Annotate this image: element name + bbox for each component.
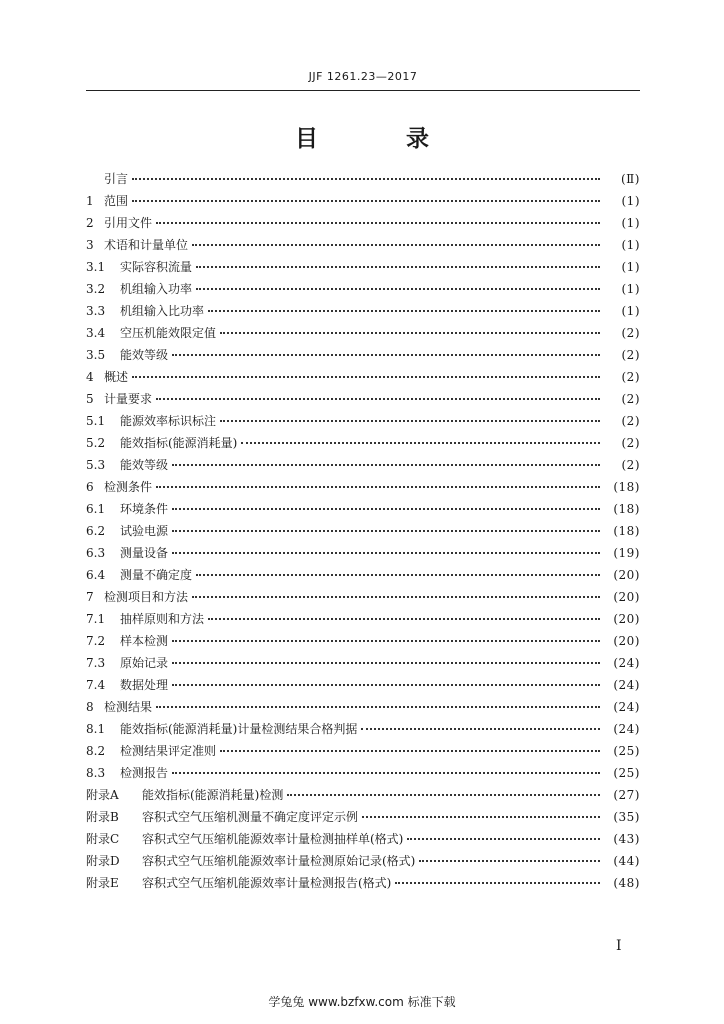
toc-entry-page: (18) <box>613 502 640 516</box>
toc-entry-page: (18) <box>613 480 640 494</box>
table-of-contents <box>86 168 640 894</box>
toc-entry-title: 容积式空气压缩机能源效率计量检测报告(格式) <box>142 876 392 890</box>
toc-entry[interactable] <box>86 454 640 476</box>
page-folio: I <box>616 938 622 954</box>
toc-entry-title: 实际容积流量 <box>120 260 193 274</box>
toc-entry[interactable] <box>86 278 640 300</box>
toc-entry-number: 7.2 <box>86 634 106 648</box>
toc-entry[interactable] <box>86 256 640 278</box>
toc-entry-title: 试验电源 <box>120 524 169 538</box>
toc-entry-page: (20) <box>613 612 640 626</box>
toc-entry-title: 能效指标(能源消耗量)检测 <box>142 788 284 802</box>
toc-entry-number: 附录C <box>86 832 120 846</box>
toc-entry[interactable] <box>86 564 640 586</box>
toc-dot-leader <box>156 397 600 400</box>
toc-entry-title: 检测项目和方法 <box>104 590 189 604</box>
toc-entry-page: (1) <box>621 304 640 318</box>
toc-entry-number: 6 <box>86 480 94 494</box>
toc-entry-title: 计量要求 <box>104 392 153 406</box>
toc-entry-page: (2) <box>621 414 640 428</box>
toc-dot-leader <box>172 353 600 356</box>
toc-entry-page: (1) <box>621 260 640 274</box>
toc-entry-title: 样本检测 <box>120 634 169 648</box>
toc-entry[interactable] <box>86 344 640 366</box>
toc-entry[interactable] <box>86 674 640 696</box>
toc-entry[interactable] <box>86 520 640 542</box>
toc-dot-leader <box>192 243 600 246</box>
toc-entry[interactable] <box>86 168 640 190</box>
toc-entry-title: 引言 <box>104 172 129 186</box>
toc-entry-number: 3.2 <box>86 282 106 296</box>
toc-dot-leader <box>241 441 600 444</box>
toc-entry[interactable] <box>86 586 640 608</box>
toc-entry-page: (20) <box>613 634 640 648</box>
toc-entry-page: (24) <box>613 678 640 692</box>
toc-entry[interactable] <box>86 300 640 322</box>
toc-entry[interactable] <box>86 212 640 234</box>
toc-entry-page: (2) <box>621 458 640 472</box>
toc-entry-number: 附录D <box>86 854 120 868</box>
toc-entry-page: (19) <box>613 546 640 560</box>
toc-dot-leader <box>156 705 600 708</box>
toc-dot-leader <box>132 375 600 378</box>
toc-entry-page: (2) <box>621 348 640 362</box>
toc-dot-leader <box>220 749 600 752</box>
toc-dot-leader <box>361 727 600 730</box>
toc-entry-title: 空压机能效限定值 <box>120 326 217 340</box>
toc-entry-title: 能效等级 <box>120 348 169 362</box>
toc-entry-number: 7.3 <box>86 656 106 670</box>
toc-entry-page: (2) <box>621 392 640 406</box>
toc-dot-leader <box>172 551 600 554</box>
toc-dot-leader <box>172 683 600 686</box>
toc-entry-title: 概述 <box>104 370 129 384</box>
toc-entry-page: (2) <box>621 326 640 340</box>
toc-dot-leader <box>172 463 600 466</box>
toc-dot-leader <box>156 221 600 224</box>
toc-entry[interactable] <box>86 806 640 828</box>
toc-entry-title: 检测条件 <box>104 480 153 494</box>
toc-entry-title: 能效等级 <box>120 458 169 472</box>
toc-entry[interactable] <box>86 762 640 784</box>
toc-entry-page: (20) <box>613 590 640 604</box>
toc-entry-number: 6.4 <box>86 568 106 582</box>
toc-entry-number: 7 <box>86 590 94 604</box>
toc-entry[interactable] <box>86 872 640 894</box>
toc-entry-number: 3.3 <box>86 304 106 318</box>
toc-entry[interactable] <box>86 432 640 454</box>
toc-entry-title: 抽样原则和方法 <box>120 612 205 626</box>
toc-entry-title: 环境条件 <box>120 502 169 516</box>
toc-entry-page: (43) <box>613 832 640 846</box>
toc-entry-number: 8.3 <box>86 766 106 780</box>
toc-dot-leader <box>196 265 600 268</box>
toc-entry-page: (24) <box>613 722 640 736</box>
toc-dot-leader <box>220 331 600 334</box>
toc-entry-number: 附录B <box>86 810 119 824</box>
toc-entry[interactable] <box>86 740 640 762</box>
toc-dot-leader <box>172 639 600 642</box>
toc-entry-title: 数据处理 <box>120 678 169 692</box>
toc-dot-leader <box>407 837 600 840</box>
toc-entry[interactable] <box>86 630 640 652</box>
toc-entry-number: 6.3 <box>86 546 106 560</box>
toc-entry[interactable] <box>86 410 640 432</box>
toc-dot-leader <box>208 309 600 312</box>
toc-dot-leader <box>419 859 600 862</box>
toc-entry-number: 1 <box>86 194 94 208</box>
toc-entry-title: 检测结果评定准则 <box>120 744 217 758</box>
toc-entry-page: (1) <box>621 282 640 296</box>
toc-entry-page: (24) <box>613 656 640 670</box>
toc-entry[interactable] <box>86 652 640 674</box>
toc-entry-page: (2) <box>621 370 640 384</box>
toc-dot-leader <box>132 177 600 180</box>
toc-dot-leader <box>196 573 600 576</box>
toc-entry-title: 机组输入功率 <box>120 282 193 296</box>
toc-entry-title: 测量设备 <box>120 546 169 560</box>
toc-entry-number: 5 <box>86 392 94 406</box>
toc-entry-number: 3.4 <box>86 326 106 340</box>
page-title: 目 录 <box>294 125 469 152</box>
toc-entry-number: 5.3 <box>86 458 106 472</box>
toc-entry-page: (18) <box>613 524 640 538</box>
toc-entry-title: 测量不确定度 <box>120 568 193 582</box>
toc-entry-page: (44) <box>613 854 640 868</box>
toc-dot-leader <box>156 485 600 488</box>
toc-entry[interactable] <box>86 718 640 740</box>
toc-entry-page: (1) <box>621 216 640 230</box>
toc-dot-leader <box>362 815 600 818</box>
toc-entry[interactable] <box>86 850 640 872</box>
toc-entry-number: 6.1 <box>86 502 106 516</box>
toc-dot-leader <box>192 595 600 598</box>
toc-entry-title: 容积式空气压缩机能源效率计量检测原始记录(格式) <box>142 854 416 868</box>
toc-entry-title: 能效指标(能源消耗量)计量检测结果合格判据 <box>120 722 358 736</box>
toc-entry-number: 4 <box>86 370 94 384</box>
toc-entry[interactable] <box>86 828 640 850</box>
toc-dot-leader <box>208 617 600 620</box>
toc-entry-title: 范围 <box>104 194 129 208</box>
toc-entry-number: 7.4 <box>86 678 106 692</box>
toc-dot-leader <box>172 661 600 664</box>
toc-entry-page: (20) <box>613 568 640 582</box>
standard-code-header: JJF 1261.23—2017 <box>308 70 418 83</box>
toc-entry-page: (Ⅱ) <box>620 172 640 186</box>
toc-entry-title: 原始记录 <box>120 656 169 670</box>
toc-entry-number: 附录E <box>86 876 119 890</box>
toc-entry-page: (25) <box>613 766 640 780</box>
toc-dot-leader <box>172 529 600 532</box>
toc-entry-page: (1) <box>621 238 640 252</box>
toc-entry-number: 2 <box>86 216 94 230</box>
toc-dot-leader <box>287 793 600 796</box>
toc-dot-leader <box>220 419 600 422</box>
toc-entry-number: 8.1 <box>86 722 106 736</box>
toc-dot-leader <box>196 287 600 290</box>
toc-entry-page: (27) <box>613 788 640 802</box>
toc-entry-title: 检测报告 <box>120 766 169 780</box>
toc-entry-number: 3.1 <box>86 260 106 274</box>
toc-entry[interactable] <box>86 498 640 520</box>
toc-entry-number: 6.2 <box>86 524 106 538</box>
footer-watermark: 学兔兔 www.bzfxw.com 标准下载 <box>268 995 456 1009</box>
toc-entry-number: 5.1 <box>86 414 106 428</box>
toc-entry-number: 7.1 <box>86 612 106 626</box>
toc-entry-title: 能源效率标识标注 <box>120 414 217 428</box>
toc-entry-number: 3 <box>86 238 94 252</box>
toc-entry[interactable] <box>86 366 640 388</box>
toc-entry-page: (35) <box>613 810 640 824</box>
toc-entry-title: 机组输入比功率 <box>120 304 205 318</box>
toc-dot-leader <box>172 507 600 510</box>
toc-entry-title: 容积式空气压缩机能源效率计量检测抽样单(格式) <box>142 832 404 846</box>
toc-entry-number: 3.5 <box>86 348 106 362</box>
toc-dot-leader <box>132 199 600 202</box>
toc-entry-number: 附录A <box>86 788 119 802</box>
toc-entry-page: (2) <box>621 436 640 450</box>
toc-entry-number: 8 <box>86 700 94 714</box>
toc-entry[interactable] <box>86 476 640 498</box>
toc-entry-number: 5.2 <box>86 436 106 450</box>
toc-entry-title: 术语和计量单位 <box>104 238 189 252</box>
toc-dot-leader <box>395 881 600 884</box>
toc-entry-page: (1) <box>621 194 640 208</box>
toc-entry-title: 能效指标(能源消耗量) <box>120 436 238 450</box>
toc-entry[interactable] <box>86 190 640 212</box>
toc-entry[interactable] <box>86 608 640 630</box>
toc-entry-title: 引用文件 <box>104 216 153 230</box>
header-rule <box>86 90 640 91</box>
toc-entry-page: (24) <box>613 700 640 714</box>
toc-entry[interactable] <box>86 322 640 344</box>
toc-entry-title: 检测结果 <box>104 700 153 714</box>
toc-entry-title: 容积式空气压缩机测量不确定度评定示例 <box>142 810 359 824</box>
toc-entry[interactable] <box>86 542 640 564</box>
toc-entry[interactable] <box>86 234 640 256</box>
toc-entry-number: 8.2 <box>86 744 106 758</box>
toc-entry-page: (48) <box>613 876 640 890</box>
toc-entry[interactable] <box>86 388 640 410</box>
toc-entry-page: (25) <box>613 744 640 758</box>
toc-dot-leader <box>172 771 600 774</box>
toc-entry[interactable] <box>86 784 640 806</box>
toc-entry[interactable] <box>86 696 640 718</box>
